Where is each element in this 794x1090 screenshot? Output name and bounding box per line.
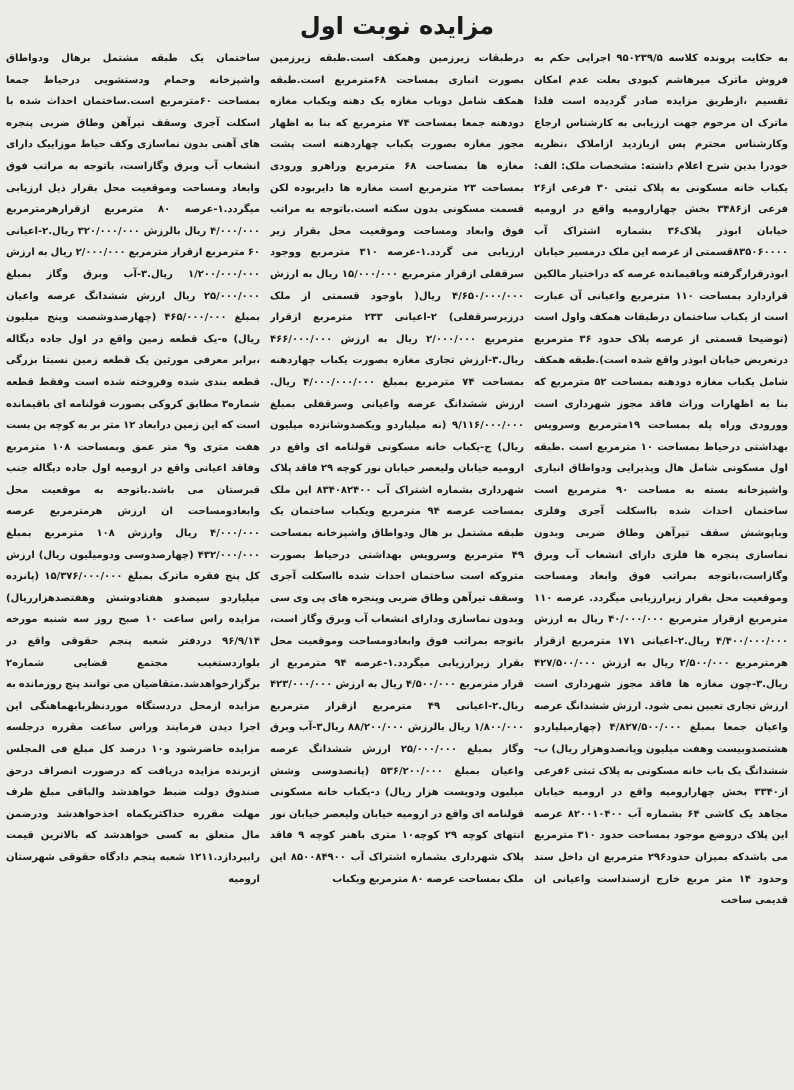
column-left-text: ساختمان یک طبقه مشتمل برهال ودواطاق واشپزخانه وحمام ودستشویی درحیاط جمعا بمساحت ۶۰مترمربع است.ساختمان احداث شده با اسکلت آجری وسقف تیرآهن وطاق ضربی پنجره های آهنی بدون نماسازی وکف حیاط موزاییک دارای انشعاب آب وبرق وگازاست، باتوجه به مراتب فوق وابعاد ومساحت وموقعیت محل بقرار ذیل ارزیابی میگردد.۱-عرصه ۸۰ مترمربع ازقرارهرمترمربع ۴/۰۰۰/۰۰۰ ریال بالرزش ۳۲۰/۰۰۰/۰۰۰ ریال.۲-اعیانی ۶۰ مترمربع ازقرار مترمربع ۲/۰۰۰/۰۰۰ ریال به ارزش ۱/۲۰۰/۰۰۰/۰۰۰ ریال.۳-آب وبرق وگاز بمبلغ ۲۵/۰۰۰/۰۰۰ ریال ارزش ششدانگ عرصه واعیان بمبلغ ۴۶۵/۰۰۰/۰۰۰ (چهارصدوشصت وپنج میلیون ریال) ه-یک قطعه زمین واقع در اول جاده دیگاله ،برابر معرفی مورثین یک قطعه زمین نسبتا بزرگی قطعه بندی شده وفروخته شده است وفقط قطعه شماره۳ مطابق کروکی بصورت قولنامه ای باقیمانده است که این زمین درابعاد ۱۲ متر بر به کوچه بن بست هفت متری و۹ متر عمق وبمساحت ۱۰۸ مترمربع وفاقد اعیانی واقع در ارومیه اول جاده دیگاله جنب قبرستان می باشد.باتوجه به موقعیت محل وابعادومساحت ان ارزش هرمترمربع عرصه ۴/۰۰۰/۰۰۰ ریال وارزش ۱۰۸ مترمربع بمبلغ ۴۳۲/۰۰۰/۰۰۰ (چهارصدوسی ودومیلیون ریال) ارزش کل پنج فقره ماترک بمبلغ ۱۵/۳۷۶/۰۰۰/۰۰۰ (پانزده میلیاردو سیصدو هفتادوشش وهفتصدهزارریال) مزایده راس ساعت ۱۰ صبح روز سه شنبه مورخه ۹۶/۹/۱۴ دردفتر شعبه پنجم حقوقی واقع در بلواردستغیب مجتمع قضایی شماره۲ برگزارخواهدشد.متقاضیان می توانند پنج روزمانده به مزایده ازمحل دردستگاه موردنظربابهماهنگی این اجرا دیدن فرمایند وراس ساعت مقرره درجلسه مزایده حاضرشود و۱۰ درصد کل مبلغ فی المجلس ازبرنده مزایده دریافت که درصورت انصراف درحق صندوق دولت ضبط خواهدشد والباقی مبلغ ظرف مهلت مقرره حداکثریکماه اخذخواهدشد ودرضمن مال متعلق به کسی خواهدشد که بالاترین قیمت رابپردازد.۱۲۱۱ شعبه پنجم دادگاه حقوقی شهرستان ارومیه	[6, 53, 260, 885]
notice-title: مزایده نوبت اول	[299, 12, 495, 40]
column-right	[534, 48, 788, 1078]
column-left	[6, 48, 260, 1078]
text-columns	[6, 48, 788, 1078]
column-right-text: به حکایت پرونده کلاسه ۹۵۰۲۳۹/۵ اجرایی حکم به فروش ماترک میرهاشم کبودی بعلت عدم امکان تقسیم ،ازطریق مزایده صادر گردیده است فلذا ماترک ان مرحوم جهت ارزیابی به کارشناس ارجاع وکارشناس محترم پس ازبازدید ازاملاک ،نظریه خودرا بدین شرح اعلام داشته: مشخصات ملک: الف: یکباب خانه مسکونی به پلاک ثبتی ۳۰ فرعی از۲۶ فرعی از۳۴۸۶ بخش چهارارومیه واقع در ارومیه خیابان ابوذر پلاک۳۶ بشماره اشتراک آب ۸۳۵۰۶۰۰۰۰قسمتی از عرصه این ملک درمسیر خیابان ابوذرقرارگرفته وباقیمانده عرصه که دراختیار مالکین قراردارد بمساحت ۱۱۰ مترمربع واعیانی آن عبارت است از یکباب ساختمان درطبقات همکف واول است (توضیحا قسمتی از عرصه پلاک حدود ۳۶ مترمربع درتعریض خیابان ابوذر واقع شده است).طبقه همکف شامل یکباب مغازه دودهنه بمساحت ۵۲ مترمربع که بنا به اظهارات وراث فاقد مجوز شهرداری است وورودی وراه پله بمساحت ۱۹مترمربع وسرویس بهداشتی درحیاط بمساحت ۱۰ مترمربع است .طبقه اول مسکونی شامل هال وپذیرایی ودواطاق انباری واشپزخانه بسته به مساحت ۹۰ مترمربع است ساختمان احداث شده بااسکلت آجری وفلزی وباپوشش سقف تیرآهن وطاق ضربی وبدون نماسازی پنجره ها فلزی دارای انشعاب آب وبرق وگازاست،باتوجه بمراتب فوق وابعاد ومساحت وموقعیت محل بقرار زیرارزیابی میگردد. عرصه ۱۱۰ مترمربع ازقرار مترمربع ۴۰/۰۰۰/۰۰۰ ریال به ارزش ۴/۴۰۰/۰۰۰/۰۰۰ ریال.۲-اعیانی ۱۷۱ مترمربع ازقرار هرمترمربع ۲/۵۰۰/۰۰۰ ریال به ارزش ۴۲۷/۵۰۰/۰۰۰ ریال.۳-چون مغازه ها فاقد مجوز شهرداری است ارزش تجاری تعیین نمی شود. ارزش ششدانگ عرصه واعیان جمعا بمبلغ ۴/۸۲۷/۵۰۰/۰۰۰ (چهارمیلیاردو هشتصدوبیست وهفت میلیون وپانصدوهزار ریال) ب-ششدانگ یک باب خانه مسکونی به پلاک ثبتی ۶فرعی از۳۳۴۰ بخش چهارارومیه واقع در ارومیه خیابان مجاهد یک کاشی ۶۴ بشماره آب ۸۲۰۰۱۰۴۰۰ عرصه این پلاک دروضع موجود بمساحت حدود ۳۱۰ مترمربع می باشدکه بمیزان حدود۲۹۶ مترمربع ان داخل سند وحدود ۱۴ متر مربع خارج ازسنداست واعیانی ان قدیمی ساخت	[534, 53, 788, 907]
column-middle-text: درطبقات زیرزمین وهمکف است.طبقه زیرزمین بصورت انباری بمساحت ۶۸مترمربع است.طبقه همکف شامل دوباب مغازه یک دهنه ویکباب مغازه دودهنه جمعا بمساحت ۷۴ مترمربع که بنا به اظهار مجوز مغازه بصورت یکباب چهاردهنه است پشت مغازه ها بمساحت ۶۸ مترمربع وراهرو ورودی بمساحت ۲۳ مترمربع است مغازه ها دایربوده لکن قسمت مسکونی بدون سکنه است.باتوجه به مراتب فوق وابعاد ومساحت وموقعیت محل بقرار زیر ارزیابی می گردد.۱-عرصه ۳۱۰ مترمربع ووجود سرقفلی ازقرار مترمربع ۱۵/۰۰۰/۰۰۰ ریال به ارزش ۴/۶۵۰/۰۰۰/۰۰۰ ریال( باوجود قسمتی از ملک درزیرسرقفلی) ۲-اعیانی ۲۳۳ مترمربع ازقرار مترمربع ۲/۰۰۰/۰۰۰ ریال به ارزش ۴۶۶/۰۰۰/۰۰۰ ریال.۳-ارزش تجاری مغازه بصورت یکباب چهاردهنه بمساحت ۷۴ مترمربع بمبلغ ۴/۰۰۰/۰۰۰/۰۰۰ ریال. ارزش ششدانگ عرصه واعیانی وسرقفلی بمبلغ ۹/۱۱۶/۰۰۰/۰۰۰ (نه میلیاردو ویکصدوشانزده میلیون ریال) ج-یکباب خانه مسکونی قولنامه ای واقع در ارومیه خیابان ولیعصر خیابان نور کوچه ۲۹ فاقد پلاک شهرداری بشماره اشتراک آب ۸۳۴۰۸۲۴۰۰ این ملک بمساحت عرصه ۹۴ مترمربع ویکباب ساختمان یک طبقه مشتمل بر هال ودواطاق واشپزخانه بمساحت ۴۹ مترمربع وسرویس بهداشتی درحیاط بصورت متروکه است ساختمان احداث شده بااسکلت آجری وسقف تیرآهن وطاق ضربی وپنجره های پی وی سی وبدون نماسازی ودارای انشعاب آب وبرق وگاز است، باتوجه بمراتب فوق وابعادومساحت وموقعیت محل بقرار زیرارزیابی میگردد.۱-عرصه ۹۴ مترمربع از قرار مترمربع ۴/۵۰۰/۰۰۰ ریال به ارزش ۴۲۳/۰۰۰/۰۰۰ ریال.۲-اعیانی ۴۹ مترمربع ازقرار مترمربع ۱/۸۰۰/۰۰۰ ریال بالرزش ۸۸/۲۰۰/۰۰۰ ریال۳-آب وبرق وگاز بمبلغ ۲۵/۰۰۰/۰۰۰ ارزش ششدانگ عرصه واعیان بمبلغ ۵۳۶/۲۰۰/۰۰۰ (پانصدوسی وشش میلیون ودویست هزار ریال) د-یکباب خانه مسکونی قولنامه ای واقع در ارومیه خیابان ولیعصر خیابان نور انتهای کوچه ۲۹ کوچه۱۰ متری باهنر کوچه ۹ فاقد پلاک شهرداری بشماره اشتراک آب ۸۵۰۰۸۴۹۰۰ این ملک بمساحت عرصه ۸۰ مترمربع ویکباب	[270, 53, 524, 885]
column-middle	[270, 48, 524, 1078]
